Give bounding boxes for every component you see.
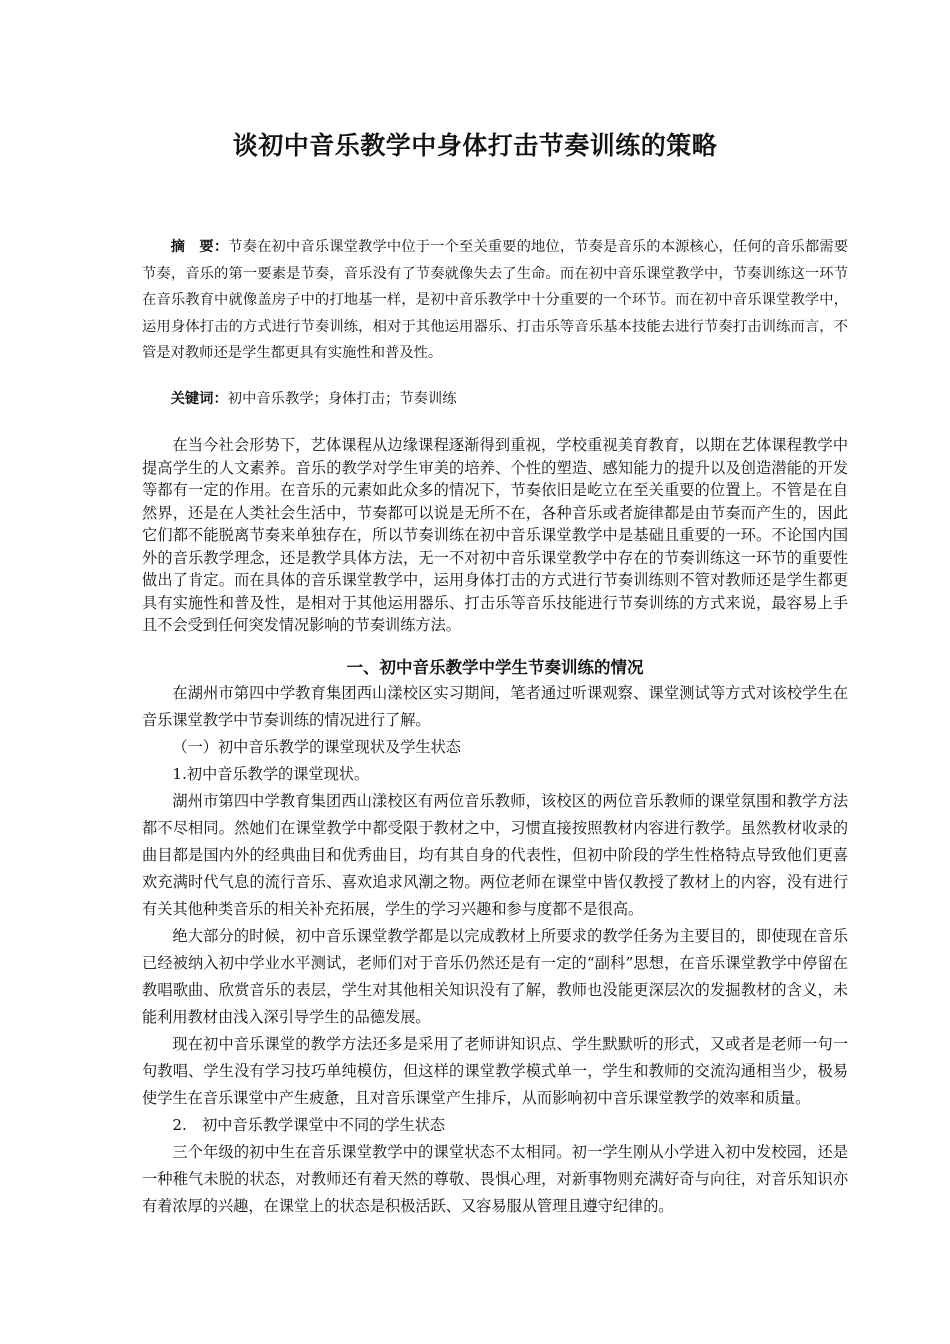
keywords-label: 关键词： [170,391,228,407]
intro-paragraph: 在当今社会形势下，艺体课程从边缘课程逐渐得到重视，学校重视美育教育，以期在艺体课程教学中提高学生的人文素养。音乐的教学对学生审美的培养、个性的塑造、感知能力的提升以及创造潜能的开发等都有一定的作用。在音乐的元素如此众多的情况下，节奏依旧是屹立在至关重要的位置上。不管是在自然界，还是在人类社会生活中，节奏都可以说是无所不在，各种音乐或者旋律都是由节奏而产生的，因此它们都不能脱离节奏来单独存在，所以节奏训练在初中音乐课堂教学中是基础且重要的一环。不论国内国外的音乐教学理念，还是教学具体方法，无一不对初中音乐课堂教学中存在的节奏训练这一环节的重要性做出了肯定。而在具体的音乐课堂教学中，运用身体打击的方式进行节奏训练则不管对教师还是学生都更具有实施性和普及性，是相对于其他运用器乐、打击乐等音乐技能进行节奏训练的方式来说，最容易上手且不会受到任何突发情况影响的节奏训练方法。 [142,436,848,634]
abstract-text: 节奏在初中音乐课堂教学中位于一个至关重要的地位，节奏是音乐的本源核心，任何的音乐都需要节奏，音乐的第一要素是节奏，音乐没有了节奏就像失去了生命。而在初中音乐课堂教学中，节奏训练这一环节在音乐教育中就像盖房子中的打地基一样，是初中音乐教学中十分重要的一个环节。而在初中音乐课堂教学中，运用身体打击的方式进行节奏训练，相对于其他运用器乐、打击乐等音乐基本技能去进行节奏打击训练而言，不管是对教师还是学生都更具有实施性和普及性。 [142,239,849,361]
keywords [142,386,848,413]
abstract-label: 摘 要： [170,239,229,255]
list-item: 2. 初中音乐教学课堂中不同的学生状态 [172,1116,446,1134]
paragraph: 绝大部分的时候，初中音乐课堂教学都是以完成教材上所要求的教学任务为主要目的，即使现在音乐已经被纳入初中学业水平测试，老师们对于音乐仍然还是有一定的“副科”思想，在音乐课堂教学中停留在教唱歌曲、欣赏音乐的表层，学生对其他相关知识没有了解，教师也没能更深层次的发掘教材的含义，未能利用教材由浅入深引导学生的品德发展。 [142,927,848,1026]
section-heading: 一、初中音乐教学中学生节奏训练的情况 [346,658,644,677]
section-body [142,680,848,1220]
paragraph: 在湖州市第四中学教育集团西山漾校区实习期间，笔者通过听课观察、课堂测试等方式对该校学生在音乐课堂教学中节奏训练的情况进行了解。 [142,684,848,729]
paper-title: 谈初中音乐教学中身体打击节奏训练的策略 [232,131,718,160]
subsection-heading: （一）初中音乐教学的课堂现状及学生状态 [172,738,461,756]
paragraph: 三个年级的初中生在音乐课堂教学中的课堂状态不太相同。初一学生刚从小学进入初中发校园，还是一种稚气未脱的状态，对教师还有着天然的尊敬、畏惧心理，对新事物则充满好奇与向往，对音乐知识亦有着浓厚的兴趣，在课堂上的状态是积极活跃、又容易服从管理且遵守纪律的。 [142,1143,848,1215]
keywords-text: 初中音乐教学；身体打击；节奏训练 [227,391,457,407]
paragraph: 现在初中音乐课堂的教学方法还多是采用了老师讲知识点、学生默默听的形式，又或者是老师一句一句教唱、学生没有学习技巧单纯模仿，但这样的课堂教学模式单一，学生和教师的交流沟通相当少，极易使学生在音乐课堂中产生疲惫，且对音乐课堂产生排斥，从而影响初中音乐课堂教学的效率和质量。 [142,1035,848,1107]
intro-section [142,434,848,637]
abstract [142,234,848,367]
paragraph: 湖州市第四中学教育集团西山漾校区有两位音乐教师，该校区的两位音乐教师的课堂氛围和教学方法都不尽相同。然她们在课堂教学中都受限于教材之中，习惯直接按照教材内容进行教学。虽然教材收录的曲目都是国内外的经典曲目和优秀曲目，均有其自身的代表性，但初中阶段的学生性格特点导致他们更喜欢充满时代气息的流行音乐、喜欢追求风潮之物。两位老师在课堂中皆仅教授了教材上的内容，没有进行有关其他种类音乐的相关补充拓展，学生的学习兴趣和参与度都不是很高。 [142,792,848,918]
list-item: 1.初中音乐教学的课堂现状。 [172,765,370,783]
